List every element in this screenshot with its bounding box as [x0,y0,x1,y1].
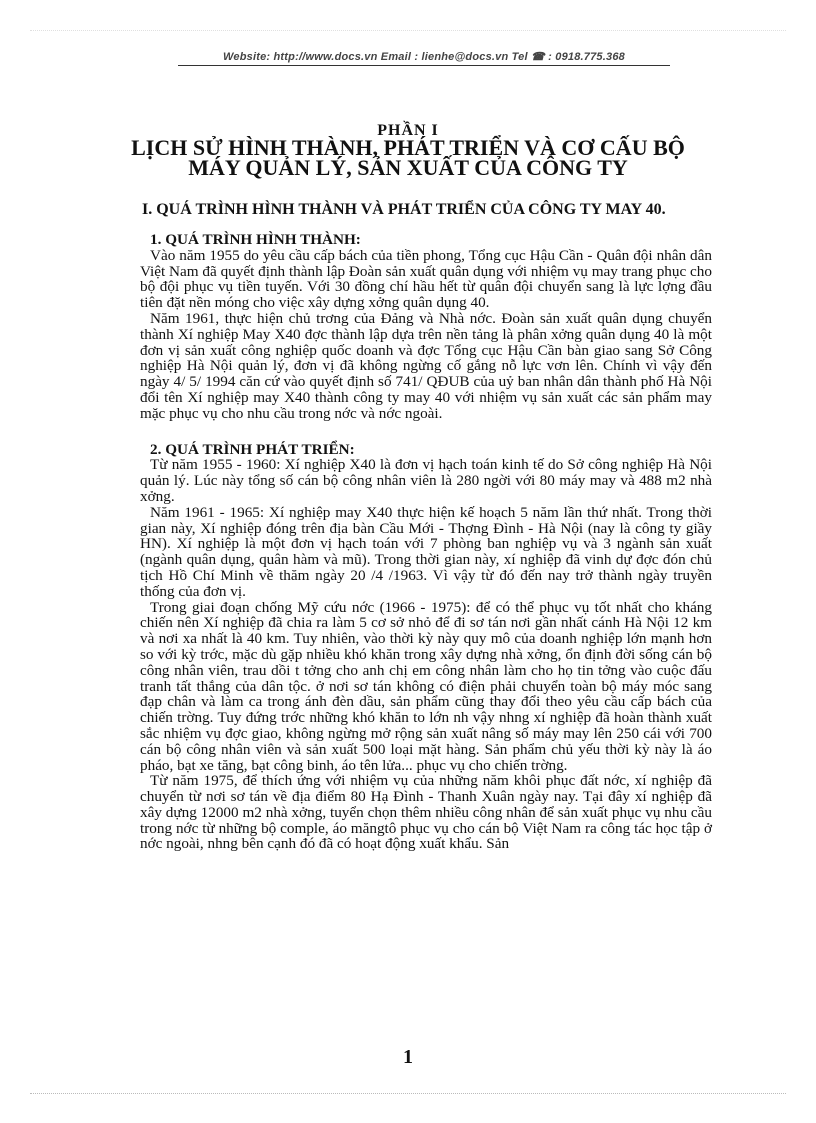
page-number: 1 [403,1046,413,1068]
header-rule [178,65,670,66]
section-spacer [140,422,712,442]
top-dotted-rule [30,30,786,31]
section-title: 1. QUÁ TRÌNH HÌNH THÀNH: [150,231,361,248]
paragraph: Từ năm 1975, để thích ứng với nhiệm vụ của những năm khôi phục đất nớc, xí nghiệp đã chuyển từ nơi sơ tán về địa điểm 80 Hạ Đình - Thanh Xuân ngày nay. Tại đây xí nghiệp đã xây dựng 12000 m2 nhà xởng, tuyển chọn thêm nhiều công nhân để sản xuất phục vụ nhu cầu trong nớc từ những bộ comple, áo măngtô phục vụ cho cán bộ Việt Nam ra công tác học tập ở nớc ngoài, nhng bên cạnh đó đã có hoạt động xuất khẩu. Sản [140,772,712,853]
section-title: 2. QUÁ TRÌNH PHÁT TRIỂN: [150,440,355,458]
header-contact-line: Website: http://www.docs.vn Email : lienhe@docs.vn Tel ☎ : 0918.775.368 [223,51,625,63]
bottom-dotted-rule [30,1093,786,1094]
section-formation [140,232,712,422]
part-label: PHẦN I [377,122,439,139]
document-body [140,232,712,852]
paragraph: Từ năm 1955 - 1960: Xí nghiệp X40 là đơn vị hạch toán kinh tế do Sở công nghiệp Hà Nội quản lý. Lúc này tổng số cán bộ công nhân viên là 280 ngời với 80 máy may và 488 m2 nhà xởng. [140,456,712,505]
main-title: LỊCH SỬ HÌNH THÀNH, PHÁT TRIỂN VÀ CƠ CẤU BỘ MÁY QUẢN LÝ, SẢN XUẤT CỦA CÔNG TY [131,135,685,180]
paragraph: Năm 1961, thực hiện chủ trơng của Đảng và Nhà nớc. Đoàn sản xuất quân dụng chuyển thành Xí nghiệp May X40 đợc thành lập dựa trên nền tảng là phân xởng quân dụng 40 là một đơn vị sản xuất công nghiệp quốc doanh và đợc Tổng cục Hậu Cần bàn giao sang Sở Công nghiệp Hà Nội quản lý, đơn vị đã không ngừng cố gắng nỗ lực vơn lên. Chính vì vậy đến ngày 4/ 5/ 1994 căn cứ vào quyết định số 741/ QĐUB của uỷ ban nhân dân thành phố Hà Nội đổi tên Xí nghiệp may X40 thành công ty may 40 với nhiệm vụ sản xuất các sản phẩm may mặc phục vụ cho nhu cầu trong nớc và nớc ngoài. [140,309,712,422]
paragraph: Năm 1961 - 1965: Xí nghiệp may X40 thực hiện kế hoạch 5 năm lần thứ nhất. Trong thời gian này, Xí nghiệp đóng trên địa bàn Cầu Mới - Thợng Đình - Hà Nội (nay là công ty giầy HN). Xí nghiệp là một đơn vị hạch toán với 7 phòng ban nghiệp vụ và 3 ngành sản xuất (ngành quân dụng, quân hàm và mũ). Trong thời gian này, xí nghiệp đã vinh dự đợc đón chủ tịch Hồ Chí Minh về thăm ngày 20 /4 /1963. Vì vậy từ đó đến nay trở thành ngày truyền thống của đơn vị. [140,503,712,600]
section-development [140,442,712,853]
section-heading: I. QUÁ TRÌNH HÌNH THÀNH VÀ PHÁT TRIỂN CỦA CÔNG TY MAY 40. [142,201,666,218]
paragraph: Trong giai đoạn chống Mỹ cứu nớc (1966 - 1975): để có thể phục vụ tốt nhất cho kháng chiến nên Xí nghiệp đã chia ra làm 5 cơ sở nhỏ để đi sơ tán nơi gần nhất cánh Hà Nội 12 km và nơi xa nhất là 40 km. Tuy nhiên, vào thời kỳ này quy mô của doanh nghiệp lớn mạnh hơn so với kỳ trớc, mặc dù gặp nhiều khó khăn trong xây dựng nhà xởng, ổn định đời sống cán bộ công nhân viên, trau dồi t tởng cho anh chị em công nhân làm cho họ tin tởng vào cuộc đấu tranh tất thắng của dân tộc. ở nơi sơ tán không có điện phải chuyển toàn bộ máy móc sang đạp chân và làm ca trong ánh đèn dầu, sản phẩm cũng thay đổi theo yêu cầu cấp bách của chiến trờng. Tuy đứng trớc những khó khăn to lớn nh vậy nhng xí nghiệp đã hoàn thành xuất sắc nhiệm vụ đợc giao, không ngừng mở rộng sản xuất nâng số máy may lên 250 cái với 700 cán bộ công nhân viên và sản xuất 500 loại mặt hàng. Sản phẩm chủ yếu thời kỳ này là áo pháo, bạt xe tăng, bạt công binh, áo tên lửa... phục vụ cho chiến trờng. [140,598,712,774]
paragraph: Vào năm 1955 do yêu cầu cấp bách của tiền phong, Tổng cục Hậu Cần - Quân đội nhân dân Việt Nam đã quyết định thành lập Đoàn sản xuất quân dụng với nhiệm vụ may trang phục cho bộ đội phục vụ tiền tuyến. Với 30 đồng chí hầu hết từ quân đội chuyển sang là lực lợng đầu tiên đặt nền móng cho việc xây dựng xởng quân dụng 40. [140,246,712,312]
